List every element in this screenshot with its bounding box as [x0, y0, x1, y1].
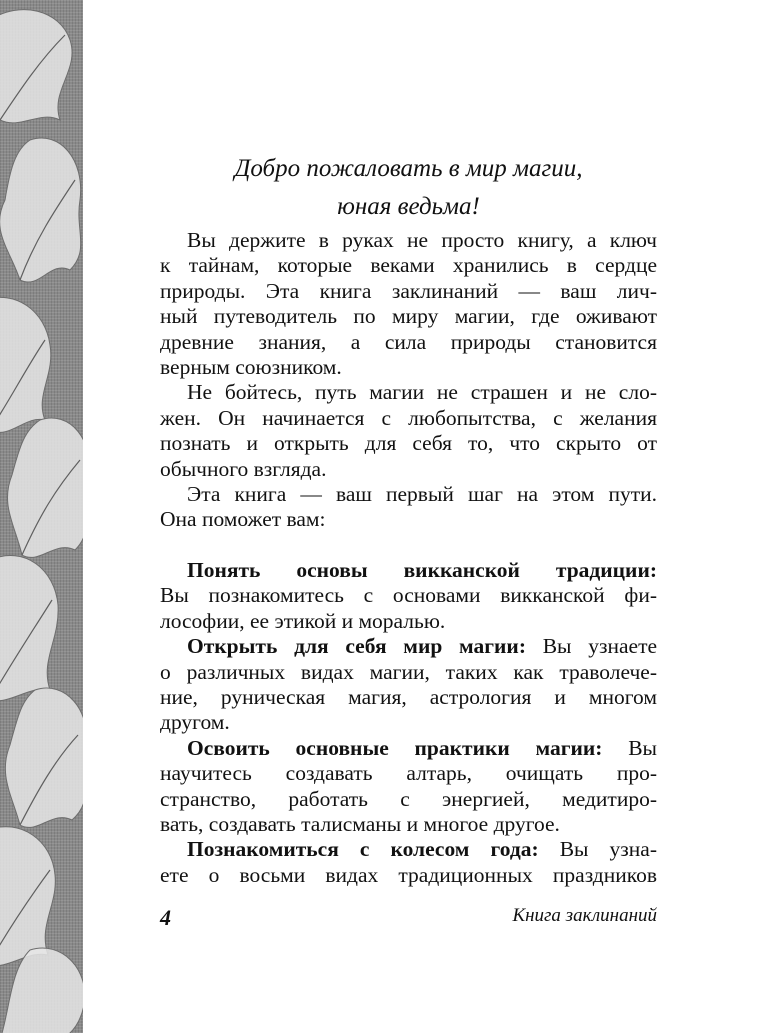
- text-line: ете о восьми видах традиционных праздников: [160, 862, 657, 887]
- list-item-text: Вы: [602, 735, 657, 760]
- page-number: 4: [160, 905, 171, 930]
- heading-line-2: юная ведьма!: [337, 193, 480, 220]
- text-line: Она поможет вам:: [160, 507, 326, 532]
- text-line: природы. Эта книга заклинаний — ваш лич-: [160, 278, 657, 303]
- list-item-term: Познакомиться с колесом года:: [187, 837, 539, 862]
- text-line: вать, создавать талисманы и многое другое.: [160, 811, 560, 836]
- text-line: Не бойтесь, путь магии не страшен и не сло-: [187, 380, 657, 405]
- text-line: ние, руническая магия, астрология и многом: [160, 685, 657, 710]
- list-item-term: Освоить основные практики магии:: [187, 735, 603, 760]
- list-item-text: Вы узнаете: [525, 634, 658, 659]
- text-line: другом.: [160, 710, 230, 735]
- text-line: верным союзником.: [160, 354, 342, 379]
- blank-line: [160, 533, 657, 558]
- text-line: о различных видах магии, таких как траволече-: [160, 659, 657, 684]
- text-line: к тайнам, которые веками хранились в сердце: [160, 253, 657, 278]
- list-item-heading: [160, 736, 657, 761]
- text-line: Эта книга — ваш первый шаг на этом пути.: [187, 481, 657, 506]
- text-line: научитесь создавать алтарь, очищать про-: [160, 761, 657, 786]
- text-line: ный путеводитель по миру магии, где оживают: [160, 304, 657, 329]
- decorative-leaf-border: [0, 0, 83, 1033]
- list-item-text: Вы узна-: [538, 837, 657, 862]
- list-item-heading: [160, 634, 657, 659]
- text-line: странство, работать с энергией, медитиро-: [160, 786, 657, 811]
- text-line: лософии, ее этикой и моралью.: [160, 608, 446, 633]
- chapter-heading: [160, 150, 657, 226]
- list-item-heading: [160, 558, 657, 583]
- text-line: познать и открыть для себя то, что скрыто от: [160, 431, 657, 456]
- heading-line-1: Добро пожаловать в мир магии,: [234, 155, 583, 182]
- text-line: Вы держите в руках не просто книгу, а ключ: [187, 228, 657, 252]
- list-item-term: Понять основы викканской традиции:: [187, 558, 657, 583]
- text-line: древние знания, а сила природы становится: [160, 329, 657, 354]
- list-item-term: Открыть для себя мир магии:: [187, 634, 526, 659]
- body-text: [160, 228, 657, 888]
- list-item-heading: [160, 837, 657, 862]
- text-line: обычного взгляда.: [160, 456, 327, 481]
- running-footer-title: Книга заклинаний: [512, 905, 657, 926]
- text-line: жен. Он начинается с любопытства, с желания: [160, 405, 657, 430]
- oak-leaf-pattern: [0, 0, 83, 1033]
- book-page: [160, 0, 657, 1033]
- text-line: Вы познакомитесь с основами викканской фи-: [160, 583, 657, 608]
